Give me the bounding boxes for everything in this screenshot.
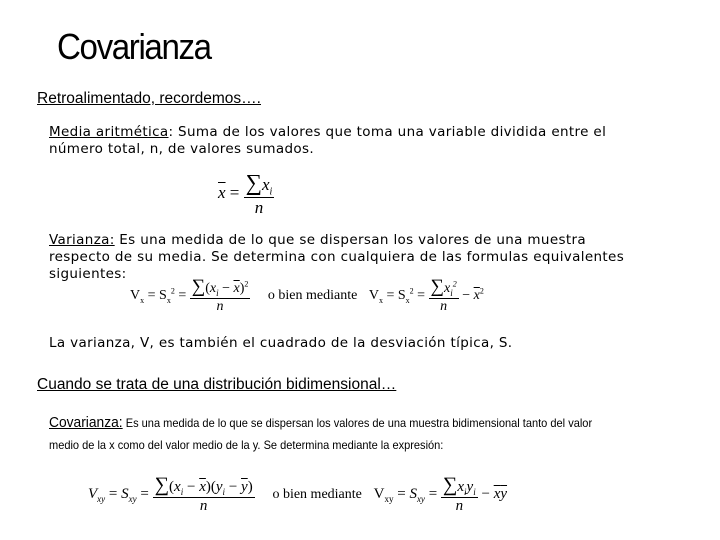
- media-line1: : Suma de los valores que toma una variable dividida entre el: [168, 124, 607, 140]
- covarianza-line1: Es una medida de lo que se dispersan los valores de una muestra bidimensional tanto del valor: [122, 416, 593, 430]
- varianza-line2: respecto de su media. Se determina con cualquiera de las formulas equivalentes: [49, 249, 625, 265]
- media-line2: número total, n, de valores sumados.: [49, 141, 315, 157]
- media-term: Media aritmética: [49, 124, 169, 140]
- media-definition: [49, 124, 606, 158]
- mean-formula: $\overline{x}$ = $\frac{\sum x_i}{n}$: [218, 170, 273, 218]
- recap-heading: Retroalimentado, recordemos….: [37, 90, 261, 107]
- variance-connector: o bien mediante: [267, 287, 358, 303]
- varianza-term: Varianza:: [49, 232, 115, 248]
- varianza-line1: Es una medida de lo que se dispersan los valores de una muestra: [114, 232, 587, 248]
- varianza-note: La varianza, V, es también el cuadrado de la desviación típica, S.: [49, 335, 513, 351]
- page-title: Covarianza: [57, 26, 211, 67]
- covarianza-line2: medio de la x como del valor medio de la y. Se determina mediante la expresión:: [49, 438, 444, 452]
- covarianza-term: Covarianza:: [49, 414, 123, 431]
- bidim-heading: Cuando se trata de una distribución bidimensional…: [37, 376, 397, 393]
- covarianza-definition: [49, 412, 592, 456]
- covariance-formula: $V_{xy} = S_{xy}$ = $\frac{\sum(x_i - \overline{x})(y_i - \overline{y})}{n}$ o bien mediante $V_{xy} = S_{xy}$ = $\frac{\sum x_iy_i}{n}$ − $\overline{x}\overline{y}$: [88, 474, 508, 514]
- variance-formula: $V_x = S_x^2$ = $\frac{\sum(x_i - \overline{x})^2}{n}$ o bien mediante $V_x = S_x^2$ = $\frac{\sum x_i^2}{n}$ − $\overline{x}^2$: [130, 276, 484, 314]
- varianza-line3: siguientes:: [49, 266, 127, 282]
- covariance-connector: o bien mediante: [272, 486, 362, 502]
